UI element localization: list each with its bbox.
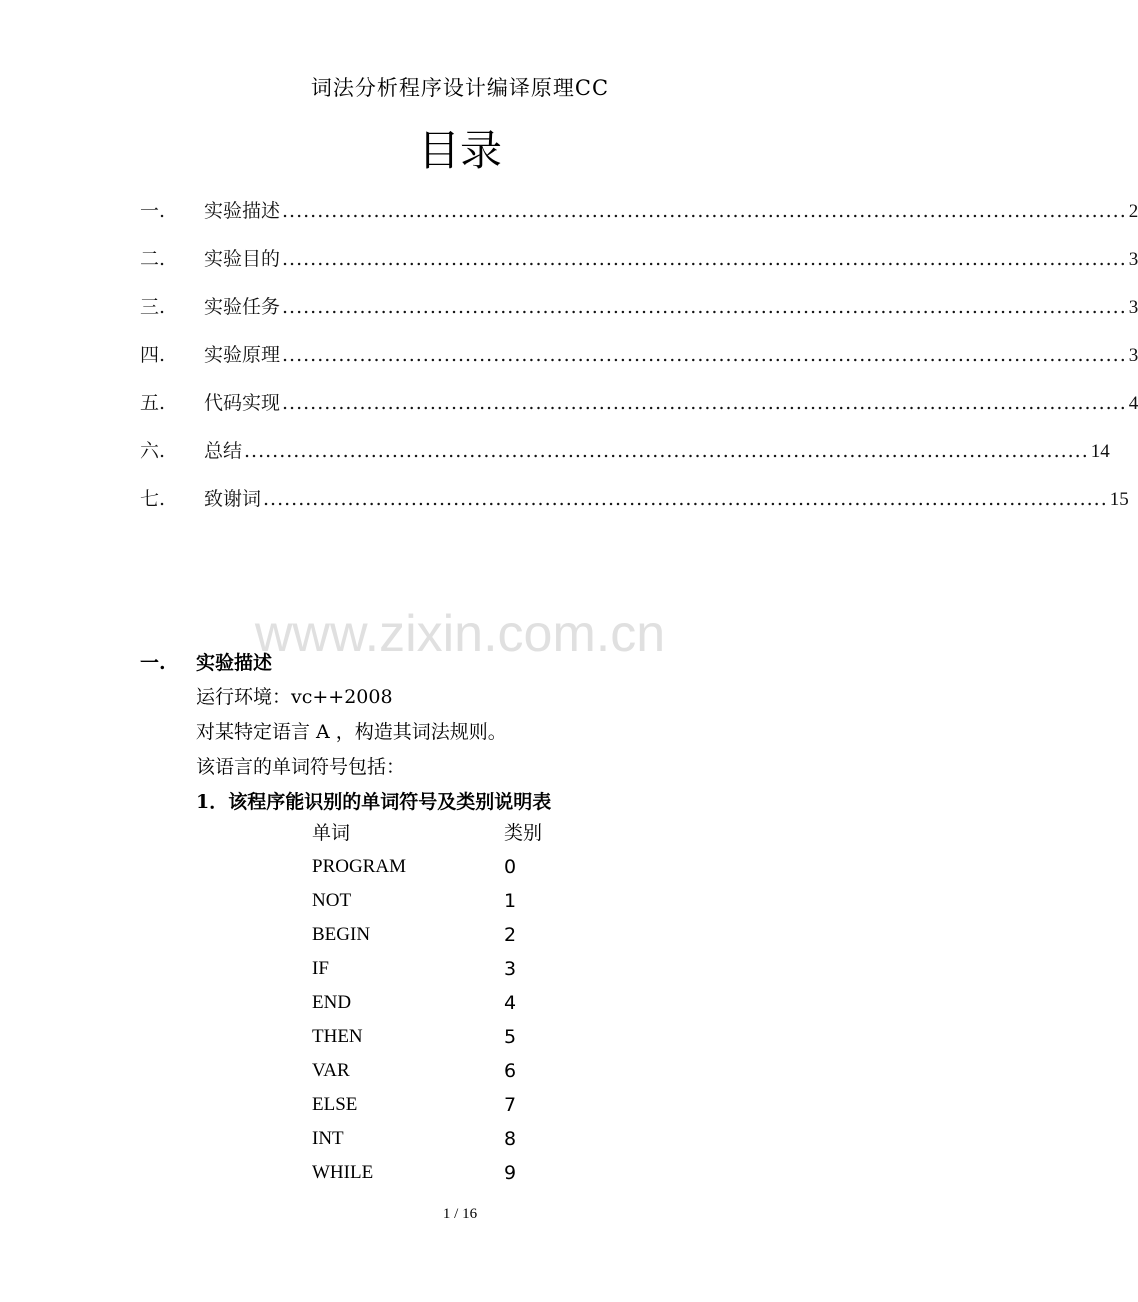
table-row	[312, 850, 584, 884]
column-header-category: 类别	[504, 822, 543, 844]
toc-leader-dots: ........................................................................................................................	[282, 248, 1127, 270]
section-heading	[140, 648, 272, 675]
category-cell: 7	[504, 1094, 517, 1116]
category-cell: 2	[504, 924, 517, 946]
word-cell: END	[312, 992, 352, 1013]
toc-entry[interactable]	[140, 244, 1138, 292]
toc-text: 实验描述	[204, 200, 281, 222]
section-body	[196, 680, 551, 820]
toc-number: 三.	[140, 296, 166, 318]
page-indicator: 1 / 16	[442, 1206, 478, 1222]
toc-page-number: 15	[1109, 489, 1129, 510]
table-row	[312, 1088, 584, 1122]
toc-entry[interactable]	[140, 436, 1110, 484]
body-paragraph: 该语言的单词符号包括：	[196, 756, 406, 778]
table-caption: 1．该程序能识别的单词符号及类别说明表	[196, 791, 552, 813]
toc-page-number: 14	[1090, 441, 1110, 462]
toc-number: 六.	[140, 440, 166, 462]
section-title: 实验描述	[196, 652, 273, 674]
body-paragraph: 运行环境：vc++2008	[196, 686, 393, 708]
toc-text: 实验任务	[204, 296, 281, 318]
table-row	[312, 884, 584, 918]
toc-leader-dots: ........................................................................................................................	[282, 200, 1127, 222]
table-row	[312, 1020, 584, 1054]
toc-entry[interactable]	[140, 484, 1129, 532]
word-cell: BEGIN	[312, 924, 371, 945]
toc-heading: 目录	[417, 126, 502, 175]
toc-number: 五.	[140, 392, 166, 414]
table-row	[312, 1122, 584, 1156]
toc-page-number: 3	[1128, 297, 1138, 318]
category-cell: 3	[504, 958, 517, 980]
toc-entry[interactable]	[140, 388, 1138, 436]
toc-entry[interactable]	[140, 340, 1138, 388]
table-row	[312, 1156, 584, 1190]
category-cell: 9	[504, 1162, 517, 1184]
table-row	[312, 1054, 584, 1088]
word-cell: ELSE	[312, 1094, 358, 1115]
table-row	[312, 918, 584, 952]
toc-entry[interactable]	[140, 196, 1138, 244]
word-cell: IF	[312, 958, 329, 979]
column-header-word: 单词	[312, 822, 351, 844]
toc-page-number: 2	[1128, 201, 1138, 222]
word-cell: PROGRAM	[312, 856, 406, 877]
category-cell: 1	[504, 890, 517, 912]
toc-leader-dots: ........................................................................................................................	[282, 296, 1127, 318]
category-cell: 8	[504, 1128, 517, 1150]
toc-text: 实验目的	[204, 248, 281, 270]
toc-page-number: 4	[1128, 393, 1138, 414]
document-title: 词法分析程序设计编译原理CC	[310, 76, 610, 100]
toc-number: 四.	[140, 344, 166, 366]
table-row	[312, 952, 584, 986]
keyword-table	[312, 816, 584, 1190]
word-cell: NOT	[312, 890, 352, 911]
watermark: www.zixin.com.cn	[254, 605, 666, 663]
toc-page-number: 3	[1128, 345, 1138, 366]
toc-text: 致谢词	[204, 488, 262, 510]
section-number: 一.	[140, 652, 166, 674]
category-cell: 5	[504, 1026, 517, 1048]
toc-text: 总结	[204, 440, 243, 462]
table-of-contents	[140, 196, 1138, 532]
category-cell: 6	[504, 1060, 517, 1082]
toc-text: 实验原理	[204, 344, 281, 366]
category-cell: 4	[504, 992, 517, 1014]
toc-leader-dots: ........................................................................................................................	[282, 392, 1127, 414]
toc-number: 二.	[140, 248, 166, 270]
category-cell: 0	[504, 856, 517, 878]
table-row	[312, 986, 584, 1020]
word-cell: INT	[312, 1128, 344, 1149]
toc-leader-dots: ........................................................................................................................	[282, 344, 1127, 366]
word-cell: WHILE	[312, 1162, 374, 1183]
toc-number: 一.	[140, 200, 166, 222]
toc-leader-dots: ........................................................................................................................	[263, 488, 1108, 510]
word-cell: VAR	[312, 1060, 350, 1081]
toc-text: 代码实现	[204, 392, 281, 414]
body-paragraph: 对某特定语言 A ，构造其词法规则。	[196, 721, 507, 743]
toc-entry[interactable]	[140, 292, 1138, 340]
word-cell: THEN	[312, 1026, 363, 1047]
table-header-row	[312, 816, 584, 850]
toc-page-number: 3	[1128, 249, 1138, 270]
toc-number: 七.	[140, 488, 166, 510]
toc-leader-dots: ........................................................................................................................	[244, 440, 1089, 462]
